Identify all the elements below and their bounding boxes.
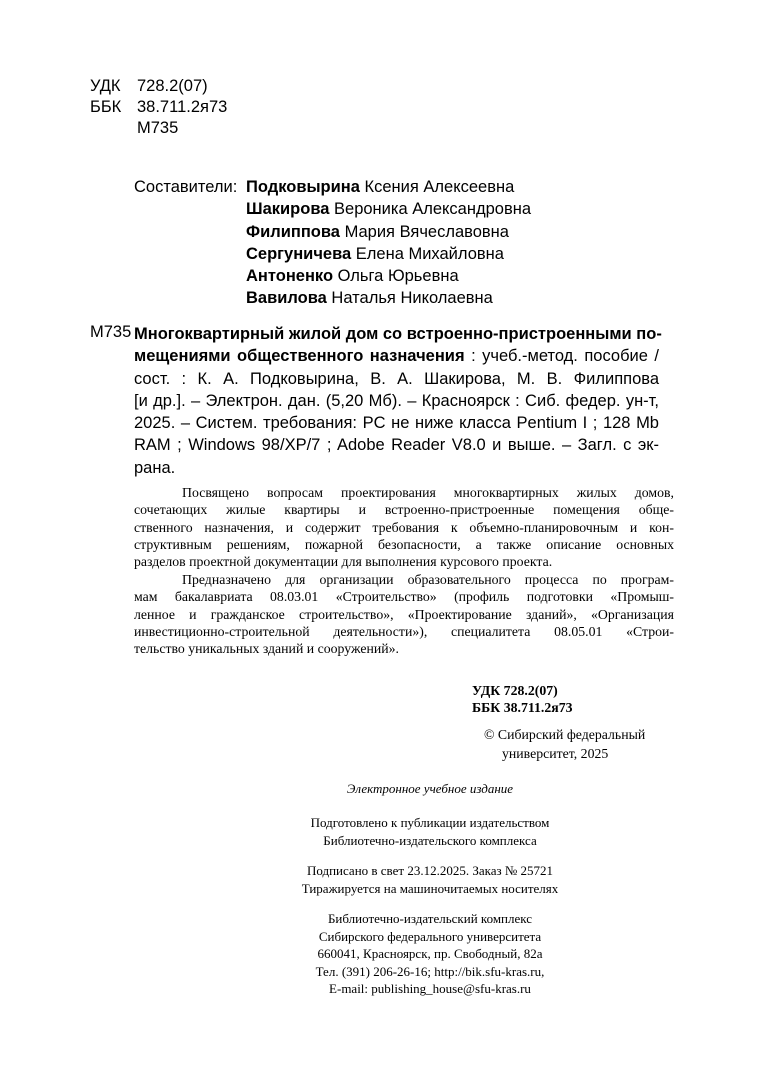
description-line: RAM ; Windows 98/XP/7 ; Adobe Reader V8.0 и выше. – Загл. с эк- — [134, 436, 659, 455]
udk-row — [90, 76, 227, 97]
compiler-row — [134, 221, 531, 243]
description-title-line — [134, 323, 662, 345]
compilers-block — [134, 176, 531, 310]
description-line: рана. — [134, 458, 176, 477]
annotation-line: сочетающих жилые квартиры и встроенно-пристроенные помещения обще- — [134, 502, 674, 518]
compiler-row — [134, 176, 531, 198]
compiler-surname: Филиппова — [246, 222, 340, 241]
description-line: [и др.]. – Электрон. дан. (5,20 Мб). – Красноярск : Сиб. федер. ун-т, — [134, 391, 659, 410]
edition-type — [180, 780, 680, 798]
compiler-row — [134, 287, 531, 309]
prepared-line: Подготовлено к публикации издательством — [310, 815, 550, 830]
compilers-label: Составители: — [134, 178, 238, 196]
annotation-line: мам бакалавриата 08.03.01 «Строительство» (профиль подготовки «Промыш- — [134, 589, 674, 605]
annotation-line: Посвящено вопросам проектирования многоквартирных жилых домов, — [182, 485, 674, 500]
compiler-surname: Антоненко — [246, 267, 334, 286]
annotation-paragraph — [134, 484, 674, 570]
bbk-code: ББК 38.711.2я73 — [472, 700, 573, 716]
catalog-codes-bottom — [472, 682, 573, 717]
compiler-surname: Сергуничева — [246, 244, 352, 263]
publisher-info — [180, 910, 680, 998]
compiler-surname: Подковырина — [246, 178, 360, 196]
annotation-line: Предназначено для организации образовательного процесса по програм- — [182, 572, 674, 587]
copyright-line: университет, 2025 — [502, 745, 609, 761]
compiler-surname: Шакирова — [246, 200, 330, 219]
signed-info — [180, 862, 680, 897]
compiler-given-name: Ольга Юрьевна — [337, 267, 459, 286]
copyright-line: © Сибирский федеральный — [484, 727, 646, 742]
annotation-line: ленное и гражданское строительство», «Проектирование зданий», «Организация — [134, 606, 674, 622]
bibliographic-description — [134, 323, 662, 479]
copyright — [484, 726, 645, 763]
description-line: сост. : К. А. Подковырина, В. А. Шакирова, М. В. Филиппова — [134, 369, 659, 388]
compiler-surname: Вавилова — [246, 289, 327, 308]
description-title-line — [134, 345, 659, 367]
publisher-line: 660041, Красноярск, пр. Свободный, 82а — [317, 946, 543, 961]
prepared-line: Библиотечно-издательского комплекса — [323, 832, 537, 848]
bbk-label: ББК — [90, 98, 122, 116]
annotation-line: структивным решениям, пожарной безопасности, а также описание основных — [134, 536, 674, 552]
author-mark: М735 — [137, 119, 179, 137]
annotation-line: инвестиционно-строительной деятельности»), специалитета 08.05.01 «Строи- — [134, 623, 674, 639]
description-title-part: мещениями общественного назначения — [134, 347, 465, 366]
annotation-line: ственного назначения, и содержит требования к объемно-планировочным и кон- — [134, 519, 674, 535]
compiler-given-name: Вероника Александровна — [334, 200, 532, 219]
publisher-line: Тел. (391) 206-26-16; http://bik.sfu-kras.ru, — [315, 963, 545, 979]
edition-type-text: Электронное учебное издание — [346, 781, 514, 796]
bbk-row — [90, 97, 227, 118]
publisher-line: E-mail: publishing_house@sfu-kras.ru — [329, 981, 531, 996]
description-text-part: : учеб.-метод. пособие / — [464, 347, 660, 366]
compiler-given-name: Мария Вячеславовна — [344, 222, 509, 241]
compiler-row — [134, 198, 531, 220]
annotation-line: тельство уникальных зданий и сооружений». — [134, 641, 399, 657]
description-title-part: Многоквартирный жилой дом со встроенно-пристроенными по- — [134, 325, 662, 343]
signed-line: Подписано в свет 23.12.2025. Заказ № 25721 — [306, 863, 554, 878]
publisher-line: Библиотечно-издательский комплекс — [327, 911, 533, 926]
compiler-given-name: Ксения Алексеевна — [364, 178, 515, 196]
compiler-row — [134, 265, 531, 287]
compiler-row — [134, 243, 531, 265]
description-author-mark: М735 — [90, 323, 132, 341]
udk-label: УДК — [90, 77, 121, 95]
udk-value: 728.2(07) — [137, 77, 208, 95]
bbk-value: 38.711.2я73 — [137, 98, 228, 116]
signed-line: Тиражируется на машиночитаемых носителях — [301, 880, 559, 896]
catalog-codes — [90, 76, 227, 139]
udk-code: УДК 728.2(07) — [472, 683, 558, 698]
publisher-line: Сибирского федерального университета — [318, 928, 542, 944]
annotation-line: разделов проектной документации для выполнения курсового проекта. — [134, 554, 553, 570]
description-line: 2025. – Систем. требования: PC не ниже класса Pentium I ; 128 Mb — [134, 414, 659, 433]
annotation-paragraph — [134, 571, 674, 657]
prepared-by — [180, 814, 680, 849]
compiler-given-name: Наталья Николаевна — [331, 289, 493, 308]
compiler-given-name: Елена Михайловна — [355, 244, 504, 263]
